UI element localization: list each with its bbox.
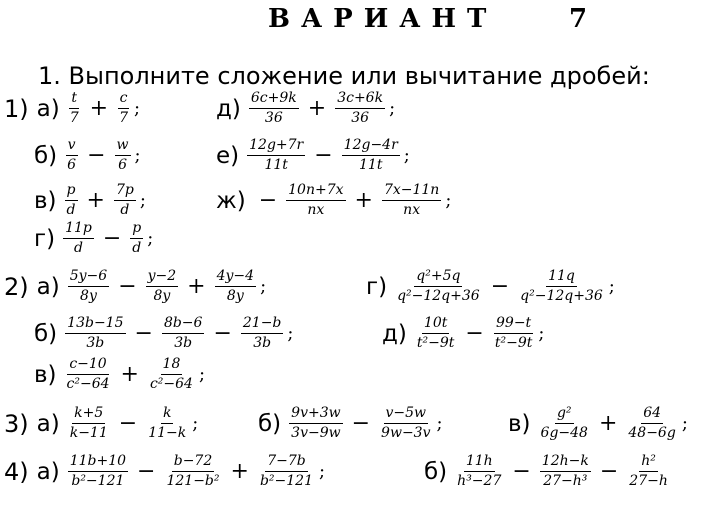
problem-label: б) bbox=[424, 458, 448, 485]
expression bbox=[245, 137, 410, 174]
fraction bbox=[247, 137, 305, 174]
semicolon: ; bbox=[389, 98, 396, 119]
expression bbox=[413, 315, 545, 352]
denominator: d bbox=[73, 240, 83, 256]
expression bbox=[63, 356, 206, 393]
problem-number: 4) bbox=[4, 457, 29, 486]
problem-label: в) bbox=[508, 410, 531, 437]
fraction bbox=[146, 405, 188, 442]
semicolon: ; bbox=[608, 276, 615, 297]
operator: − bbox=[87, 143, 106, 168]
expression bbox=[252, 182, 452, 219]
semicolon: ; bbox=[147, 228, 154, 249]
numerator: 11b+10 bbox=[68, 453, 128, 472]
numerator: 18 bbox=[161, 356, 183, 375]
denominator: 11t bbox=[264, 157, 288, 173]
semicolon: ; bbox=[260, 276, 267, 297]
problem-item bbox=[4, 405, 198, 442]
problem-label: а) bbox=[36, 273, 60, 300]
numerator: 7p bbox=[114, 182, 136, 201]
denominator: nx bbox=[307, 202, 325, 218]
problem-label: а) bbox=[36, 95, 60, 122]
numerator: b−72 bbox=[172, 453, 215, 472]
problem-item bbox=[216, 137, 410, 174]
fraction bbox=[379, 405, 432, 442]
problem-label: д) bbox=[216, 95, 241, 122]
fraction bbox=[539, 405, 590, 442]
numerator: 7−7b bbox=[265, 453, 308, 472]
numerator: v−5w bbox=[384, 405, 429, 424]
operator: − bbox=[213, 321, 232, 346]
denominator: d bbox=[66, 202, 76, 218]
expression bbox=[63, 315, 293, 352]
problem-item bbox=[424, 453, 672, 490]
semicolon: ; bbox=[134, 145, 141, 166]
numerator: h² bbox=[639, 453, 658, 472]
problem-item bbox=[34, 315, 293, 352]
operator: − bbox=[599, 459, 619, 484]
fraction bbox=[335, 90, 385, 127]
problem-item bbox=[34, 182, 146, 219]
expression bbox=[393, 268, 615, 305]
numerator: k bbox=[161, 405, 173, 424]
numerator: 12g+7r bbox=[247, 137, 305, 156]
operator: − bbox=[134, 321, 153, 346]
fraction bbox=[146, 268, 179, 305]
operator: − bbox=[490, 274, 510, 299]
fraction bbox=[493, 315, 535, 352]
fraction bbox=[68, 90, 81, 127]
denominator: 6 bbox=[118, 157, 127, 173]
denominator: b²−121 bbox=[71, 473, 125, 489]
fraction bbox=[518, 268, 605, 305]
denominator: t²−9t bbox=[494, 335, 533, 351]
denominator: 3b bbox=[253, 335, 272, 351]
variant-title: ВАРИАНТ bbox=[268, 4, 498, 34]
denominator: 27−h bbox=[629, 473, 668, 489]
numerator: 13b−15 bbox=[65, 315, 125, 334]
problem-item bbox=[366, 268, 615, 305]
denominator: d bbox=[120, 202, 130, 218]
denominator: 7 bbox=[119, 110, 128, 126]
denominator: 3v−9w bbox=[291, 425, 341, 441]
numerator: 6c+9k bbox=[249, 90, 299, 109]
denominator: 36 bbox=[351, 110, 370, 126]
denominator: 11t bbox=[359, 157, 383, 173]
denominator: 6 bbox=[67, 157, 77, 173]
numerator: 64 bbox=[641, 405, 663, 424]
operator: + bbox=[307, 96, 327, 121]
denominator: k−11 bbox=[69, 425, 108, 441]
problem-item bbox=[34, 220, 153, 257]
fraction bbox=[65, 137, 78, 174]
expression bbox=[66, 268, 266, 305]
fraction bbox=[249, 90, 299, 127]
problem-item bbox=[34, 137, 141, 174]
operator: − bbox=[258, 188, 278, 213]
operator: + bbox=[89, 96, 109, 121]
fraction bbox=[117, 90, 130, 127]
semicolon: ; bbox=[192, 413, 199, 434]
numerator: 3c+6k bbox=[335, 90, 385, 109]
denominator: h³−27 bbox=[457, 473, 502, 489]
denominator: 8y bbox=[153, 288, 171, 304]
semicolon: ; bbox=[134, 98, 141, 119]
fraction bbox=[68, 268, 109, 305]
problem-label: г) bbox=[366, 273, 388, 300]
numerator: 10t bbox=[422, 315, 449, 334]
operator: − bbox=[314, 143, 333, 168]
operator: + bbox=[86, 188, 105, 213]
fraction bbox=[164, 453, 221, 490]
fraction bbox=[395, 268, 482, 305]
numerator: 12h−k bbox=[540, 453, 591, 472]
denominator: 27−h³ bbox=[543, 473, 588, 489]
numerator: 21−b bbox=[241, 315, 284, 334]
operator: − bbox=[137, 459, 156, 484]
operator: − bbox=[118, 411, 138, 436]
fraction bbox=[455, 453, 503, 490]
numerator: 5y−6 bbox=[68, 268, 109, 287]
denominator: 7 bbox=[69, 110, 79, 126]
variant-number: 7 bbox=[569, 4, 588, 34]
denominator: 8y bbox=[226, 288, 244, 304]
numerator: c bbox=[118, 90, 130, 109]
numerator: w bbox=[115, 137, 131, 156]
numerator: k+5 bbox=[72, 405, 105, 424]
fraction bbox=[148, 356, 195, 393]
fraction bbox=[114, 182, 136, 219]
expression bbox=[537, 405, 688, 442]
operator: + bbox=[187, 274, 206, 299]
fraction bbox=[342, 137, 400, 174]
numerator: 12g−4r bbox=[342, 137, 400, 156]
denominator: 121−b² bbox=[166, 473, 220, 489]
numerator: c−10 bbox=[67, 356, 108, 375]
numerator: 9v+3w bbox=[289, 405, 342, 424]
problem-label: е) bbox=[216, 142, 240, 169]
problem-label: б) bbox=[258, 410, 282, 437]
numerator: p bbox=[65, 182, 78, 201]
expression bbox=[66, 90, 140, 127]
instruction: 1. Выполните сложение или вычитание дробей: bbox=[38, 62, 650, 90]
numerator: g² bbox=[555, 405, 574, 424]
fraction bbox=[115, 137, 131, 174]
fraction bbox=[162, 315, 205, 352]
problem-label: б) bbox=[34, 142, 58, 169]
fraction bbox=[540, 453, 591, 490]
fraction bbox=[627, 453, 670, 490]
operator: − bbox=[351, 411, 371, 436]
problem-item bbox=[4, 268, 266, 305]
numerator: 7x−11n bbox=[382, 182, 441, 201]
operator: + bbox=[120, 362, 139, 387]
fraction bbox=[286, 182, 345, 219]
problem-item bbox=[508, 405, 688, 442]
operator: + bbox=[354, 188, 373, 213]
problem-item bbox=[258, 405, 443, 442]
denominator: 36 bbox=[264, 110, 283, 126]
semicolon: ; bbox=[681, 413, 688, 434]
expression bbox=[66, 453, 325, 490]
problem-number: 2) bbox=[4, 272, 29, 301]
numerator: 11h bbox=[464, 453, 495, 472]
problem-item bbox=[216, 182, 451, 219]
denominator: b²−121 bbox=[259, 473, 313, 489]
operator: − bbox=[118, 274, 137, 299]
problem-label: ж) bbox=[216, 187, 246, 214]
expression bbox=[61, 220, 153, 257]
fraction bbox=[68, 405, 110, 442]
problem-item bbox=[216, 90, 395, 127]
numerator: 99−t bbox=[494, 315, 533, 334]
denominator: c²−64 bbox=[149, 376, 193, 392]
numerator: 4y−4 bbox=[215, 268, 256, 287]
semicolon: ; bbox=[436, 413, 443, 434]
numerator: y−2 bbox=[146, 268, 179, 287]
problem-item bbox=[4, 90, 140, 127]
problem-label: в) bbox=[34, 187, 57, 214]
semicolon: ; bbox=[198, 364, 206, 385]
expression bbox=[247, 90, 395, 127]
fraction bbox=[68, 453, 128, 490]
operator: − bbox=[465, 321, 484, 346]
semicolon: ; bbox=[445, 190, 452, 211]
semicolon: ; bbox=[538, 323, 545, 344]
problem-label: г) bbox=[34, 225, 56, 252]
fraction bbox=[415, 315, 457, 352]
fraction bbox=[626, 405, 677, 442]
numerator: q²+5q bbox=[414, 268, 462, 287]
numerator: 11q bbox=[546, 268, 577, 287]
fraction bbox=[65, 182, 78, 219]
problem-label: д) bbox=[382, 320, 407, 347]
denominator: 3b bbox=[86, 335, 105, 351]
fraction bbox=[289, 405, 342, 442]
fraction bbox=[382, 182, 441, 219]
fraction bbox=[241, 315, 284, 352]
operator: − bbox=[512, 459, 531, 484]
denominator: c²−64 bbox=[66, 376, 110, 392]
fraction bbox=[215, 268, 256, 305]
operator: + bbox=[598, 411, 618, 436]
denominator: q²−12q+36 bbox=[397, 288, 480, 304]
problem-label: а) bbox=[36, 410, 60, 437]
denominator: q²−12q+36 bbox=[520, 288, 603, 304]
problem-label: в) bbox=[34, 361, 57, 388]
numerator: 8b−6 bbox=[162, 315, 205, 334]
denominator: 3b bbox=[174, 335, 193, 351]
expression bbox=[63, 182, 146, 219]
fraction bbox=[65, 315, 125, 352]
denominator: 6g−48 bbox=[540, 425, 588, 441]
semicolon: ; bbox=[318, 461, 326, 482]
numerator: p bbox=[130, 220, 143, 239]
expression bbox=[287, 405, 442, 442]
denominator: d bbox=[132, 240, 142, 256]
fraction bbox=[258, 453, 315, 490]
denominator: 11−k bbox=[148, 425, 187, 441]
numerator: 11p bbox=[63, 220, 94, 239]
expression bbox=[66, 405, 199, 442]
denominator: 48−6g bbox=[628, 425, 676, 441]
problem-number: 3) bbox=[4, 409, 29, 438]
problem-label: б) bbox=[34, 320, 58, 347]
numerator: 10n+7x bbox=[286, 182, 345, 201]
denominator: t²−9t bbox=[416, 335, 455, 351]
denominator: 8y bbox=[80, 288, 97, 304]
fraction bbox=[65, 356, 112, 393]
denominator: 9w−3v bbox=[381, 425, 431, 441]
expression bbox=[63, 137, 140, 174]
fraction bbox=[63, 220, 94, 257]
problem-item bbox=[34, 356, 205, 393]
numerator: t bbox=[69, 90, 79, 109]
operator: − bbox=[102, 226, 122, 251]
problem-item bbox=[382, 315, 544, 352]
problem-label: а) bbox=[36, 458, 60, 485]
expression bbox=[453, 453, 672, 490]
operator: + bbox=[230, 459, 249, 484]
denominator: nx bbox=[403, 202, 421, 218]
semicolon: ; bbox=[287, 323, 294, 344]
problem-item bbox=[4, 453, 325, 490]
semicolon: ; bbox=[139, 190, 146, 211]
semicolon: ; bbox=[403, 145, 410, 166]
numerator: v bbox=[66, 137, 78, 156]
fraction bbox=[130, 220, 143, 257]
problem-number: 1) bbox=[4, 94, 29, 123]
